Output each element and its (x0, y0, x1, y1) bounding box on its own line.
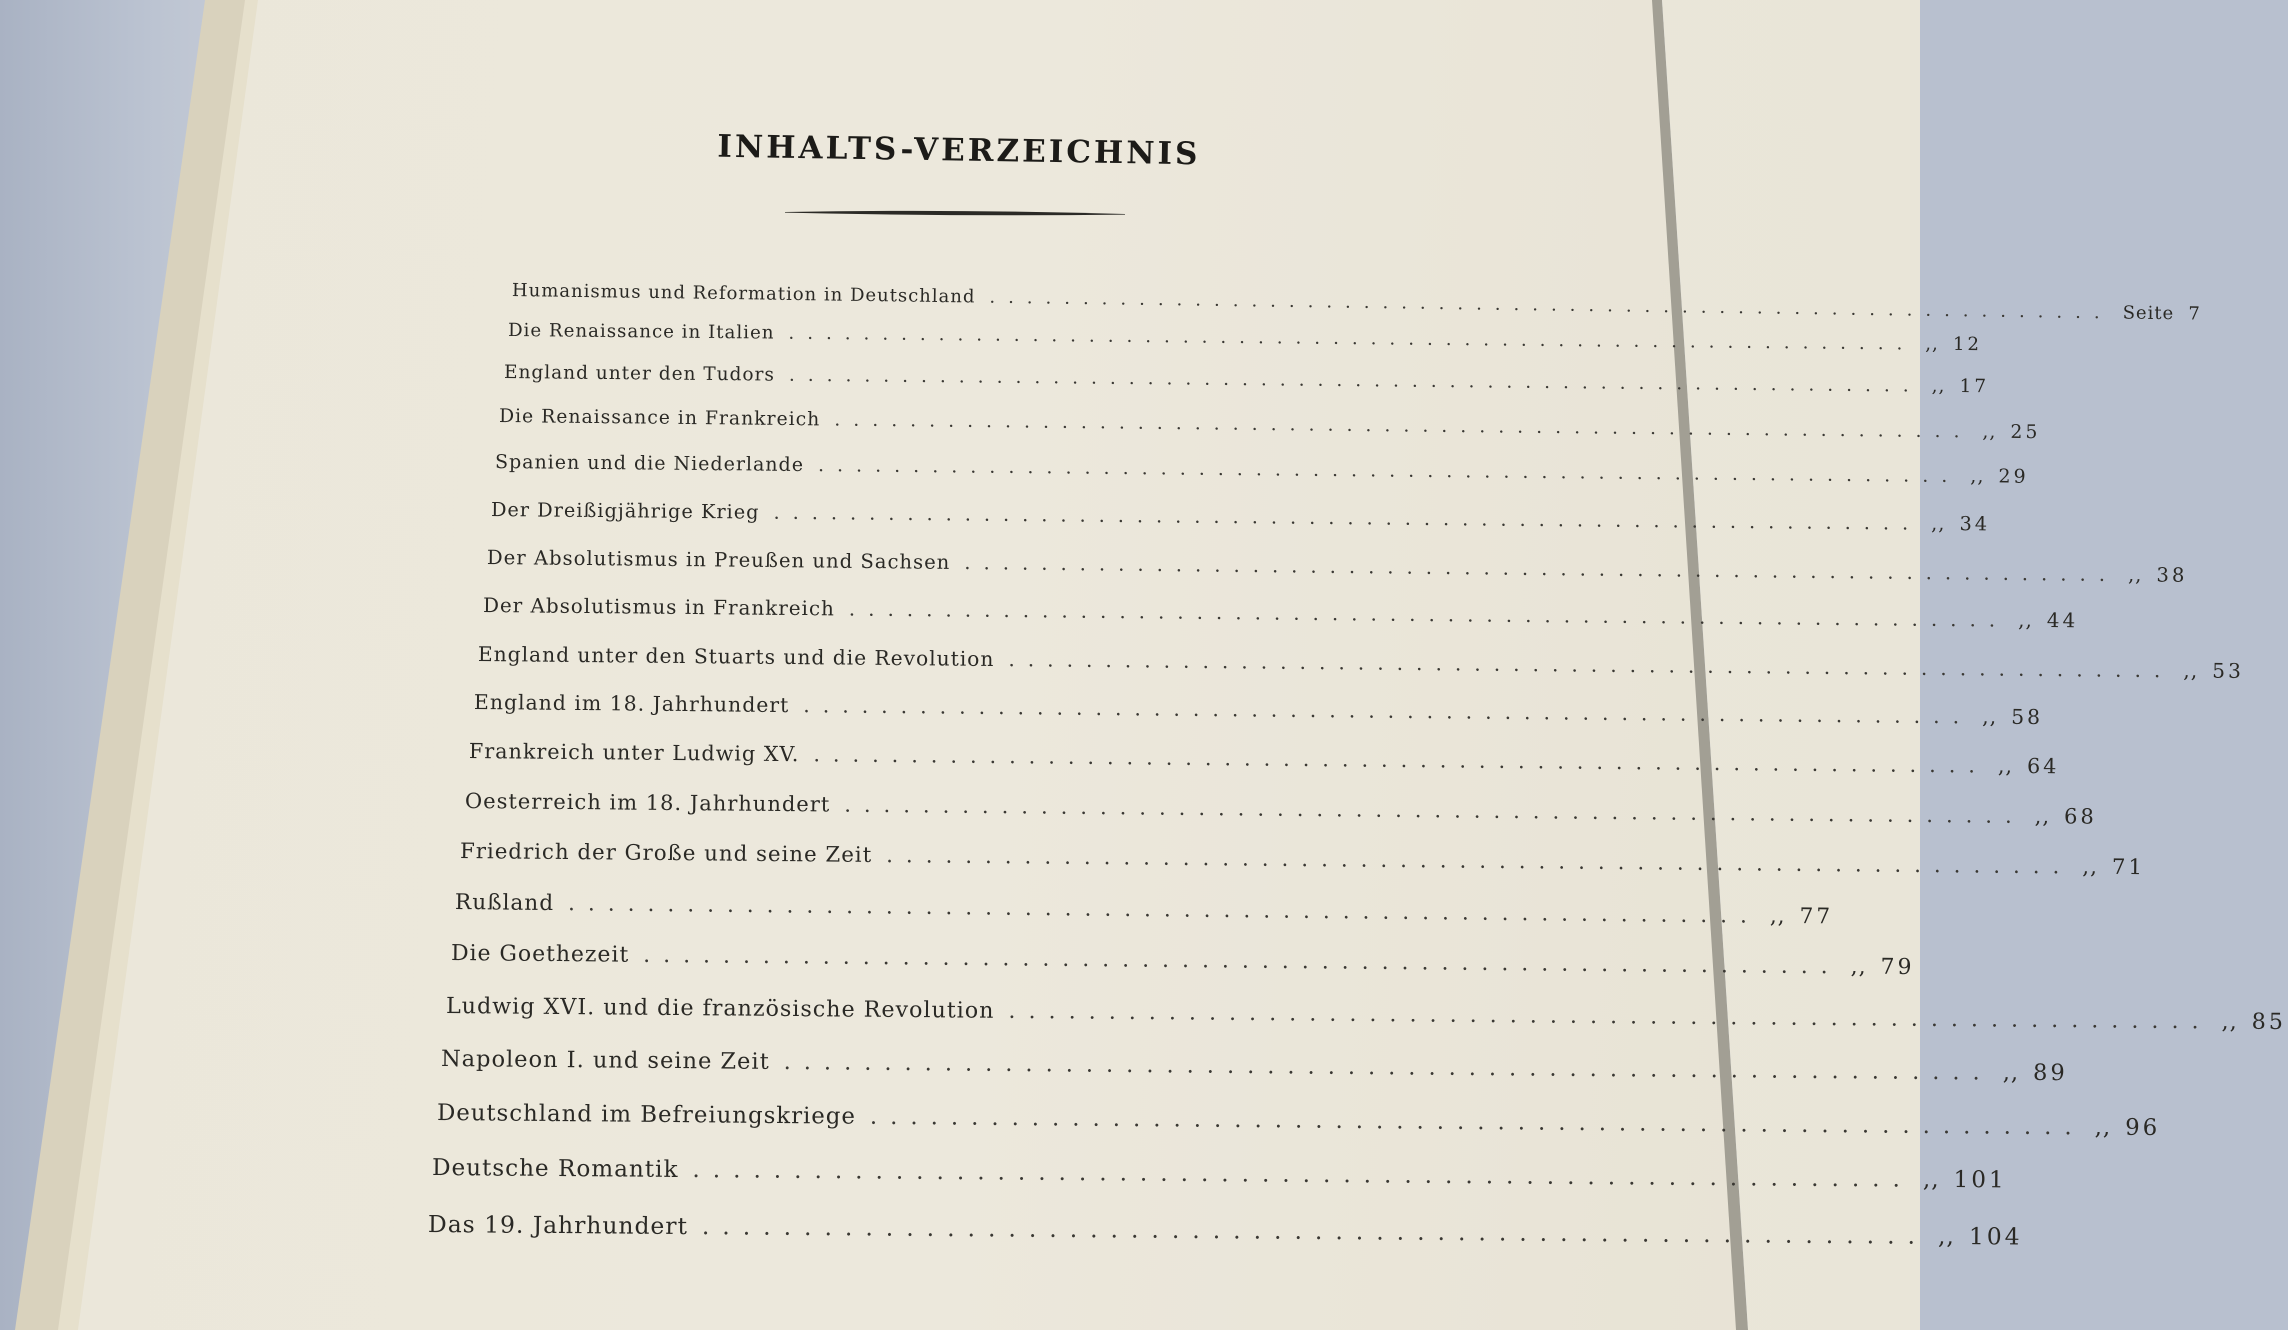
entry-title: Rußland (454, 890, 555, 917)
dot-leader: ............................................................ (788, 322, 1916, 355)
ditto-mark: ,, (2082, 854, 2099, 880)
entry-title: Frankreich unter Ludwig XV. (468, 739, 800, 767)
entry-title: Die Goethezeit (450, 941, 630, 968)
entry-page-number: 85 (2251, 1008, 2287, 1036)
entry-page-number: 58 (2011, 704, 2044, 730)
ditto-mark: ,, (2183, 658, 2199, 683)
dot-leader: ............................................................ (813, 742, 1989, 778)
dot-leader: ............................................................ (886, 843, 2073, 880)
ditto-mark: ,, (1997, 753, 2014, 778)
toc-entry (507, 320, 1983, 356)
dot-leader: ............................................................ (773, 500, 1922, 535)
entry-title: Ludwig XVI. und die französische Revolution (445, 993, 995, 1024)
ditto-mark: ,, (1850, 954, 1867, 980)
toc-entry (427, 1210, 2023, 1251)
dot-leader: ............................................................ (783, 1048, 1993, 1086)
entry-title: Die Renaissance in Italien (507, 320, 775, 344)
entry-title: England unter den Stuarts und die Revolution (477, 642, 995, 671)
entry-title: Napoleon I. und seine Zeit (440, 1046, 770, 1075)
toc-entry (490, 498, 1991, 536)
entry-title: Das 19. Jahrhundert (427, 1210, 689, 1241)
toc-entry (511, 280, 2203, 325)
entry-title: Oesterreich im 18. Jahrhundert (464, 789, 831, 817)
entry-title: Spanien und die Niederlande (494, 451, 805, 476)
entry-page-number: 25 (2010, 421, 2041, 444)
ditto-mark: ,, (2094, 1114, 2112, 1141)
entry-page-number: 12 (1952, 333, 1983, 356)
dot-leader: ............................................................ (803, 693, 1973, 729)
toc-entry (431, 1155, 2007, 1194)
toc-entry (440, 1046, 2068, 1087)
entry-title: Die Renaissance in Frankreich (498, 406, 821, 431)
ditto-mark: ,, (1925, 333, 1940, 355)
ditto-mark: ,, (1922, 1166, 1940, 1193)
entry-page-number: 104 (1968, 1222, 2023, 1251)
entry-page-number: 96 (2125, 1114, 2161, 1142)
entry-page-number: 29 (1998, 465, 2029, 488)
ditto-mark: ,, (1982, 704, 1998, 729)
dot-leader: ............................................................ (848, 597, 2009, 632)
toc-entry (498, 406, 2041, 444)
ditto-mark: ,, (1931, 375, 1946, 397)
ditto-mark: ,, (2127, 563, 2143, 587)
dot-leader: ............................................................ (834, 409, 1973, 443)
seite-label: Seite (2122, 302, 2175, 325)
toc-entry (464, 789, 2097, 829)
entry-title: Der Absolutismus in Preußen und Sachsen (486, 546, 951, 574)
dot-leader: ............................................................ (1008, 647, 2174, 683)
dot-leader: ............................................................ (844, 792, 2025, 828)
entry-title: Humanismus und Reformation in Deutschland (511, 280, 976, 308)
toc-heading: INHALTS-VERZEICHNIS (717, 128, 1201, 173)
ditto-mark: ,, (1970, 465, 1985, 488)
toc-entry (436, 1100, 2161, 1142)
ditto-mark: ,, (2018, 608, 2033, 632)
entry-title: England unter den Tudors (503, 362, 776, 386)
ditto-mark: ,, (1931, 511, 1946, 535)
entry-title: England im 18. Jahrhundert (473, 690, 790, 718)
dot-leader: ............................................................ (1008, 997, 2212, 1035)
dot-leader: ............................................................ (692, 1157, 1914, 1193)
ditto-mark: ,, (2034, 804, 2051, 829)
ditto-mark: ,, (1982, 421, 1997, 443)
entry-title: Der Dreißigjährige Krieg (490, 498, 760, 524)
dot-leader: ............................................................ (701, 1212, 1929, 1250)
entry-title: Der Absolutismus in Frankreich (482, 594, 835, 621)
dot-leader: ............................................................ (869, 1103, 2085, 1141)
toc-entry (494, 451, 2029, 488)
entry-page-number: 68 (2063, 804, 2097, 829)
entry-page-number: 64 (2026, 753, 2060, 779)
ditto-mark: ,, (2221, 1008, 2238, 1035)
entry-title: Deutsche Romantik (431, 1155, 679, 1183)
entry-page-number: 53 (2212, 658, 2245, 683)
ditto-mark: ,, (1769, 903, 1786, 929)
toc-entry (503, 362, 1990, 398)
entry-page-number: 44 (2046, 609, 2079, 633)
entry-page-number: 71 (2111, 854, 2146, 881)
toc-entry (468, 739, 2060, 779)
entry-page-number: 89 (2032, 1059, 2068, 1087)
entry-page-number: 17 (1959, 375, 1990, 398)
entry-page-number: 7 (2188, 303, 2203, 325)
toc-entry (486, 546, 2188, 587)
ditto-mark: ,, (1937, 1221, 1956, 1250)
toc-entry (445, 993, 2287, 1036)
dot-leader: ............................................................ (989, 286, 2113, 324)
entry-page-number: 79 (1880, 954, 1915, 981)
dot-leader: ............................................................ (817, 454, 1961, 488)
dot-leader: ............................................................ (643, 942, 1841, 980)
toc-entry (477, 642, 2245, 683)
toc-entry (450, 941, 1915, 981)
ditto-mark: ,, (2002, 1059, 2020, 1086)
toc-entry (454, 890, 1834, 930)
dot-leader: ............................................................ (788, 364, 1922, 397)
entry-page-number: 38 (2156, 563, 2188, 587)
entry-title: Deutschland im Befreiungskriege (436, 1100, 857, 1130)
entry-page-number: 77 (1799, 904, 1834, 930)
toc-entry (482, 594, 2079, 633)
dot-leader: ............................................................ (567, 891, 1761, 929)
toc-entry (459, 839, 2146, 881)
entry-page-number: 34 (1959, 512, 1991, 536)
toc-entry (473, 690, 2044, 730)
entry-page-number: 101 (1953, 1166, 2007, 1194)
entry-title: Friedrich der Große und seine Zeit (459, 839, 873, 868)
dot-leader: ............................................................ (964, 550, 2119, 587)
